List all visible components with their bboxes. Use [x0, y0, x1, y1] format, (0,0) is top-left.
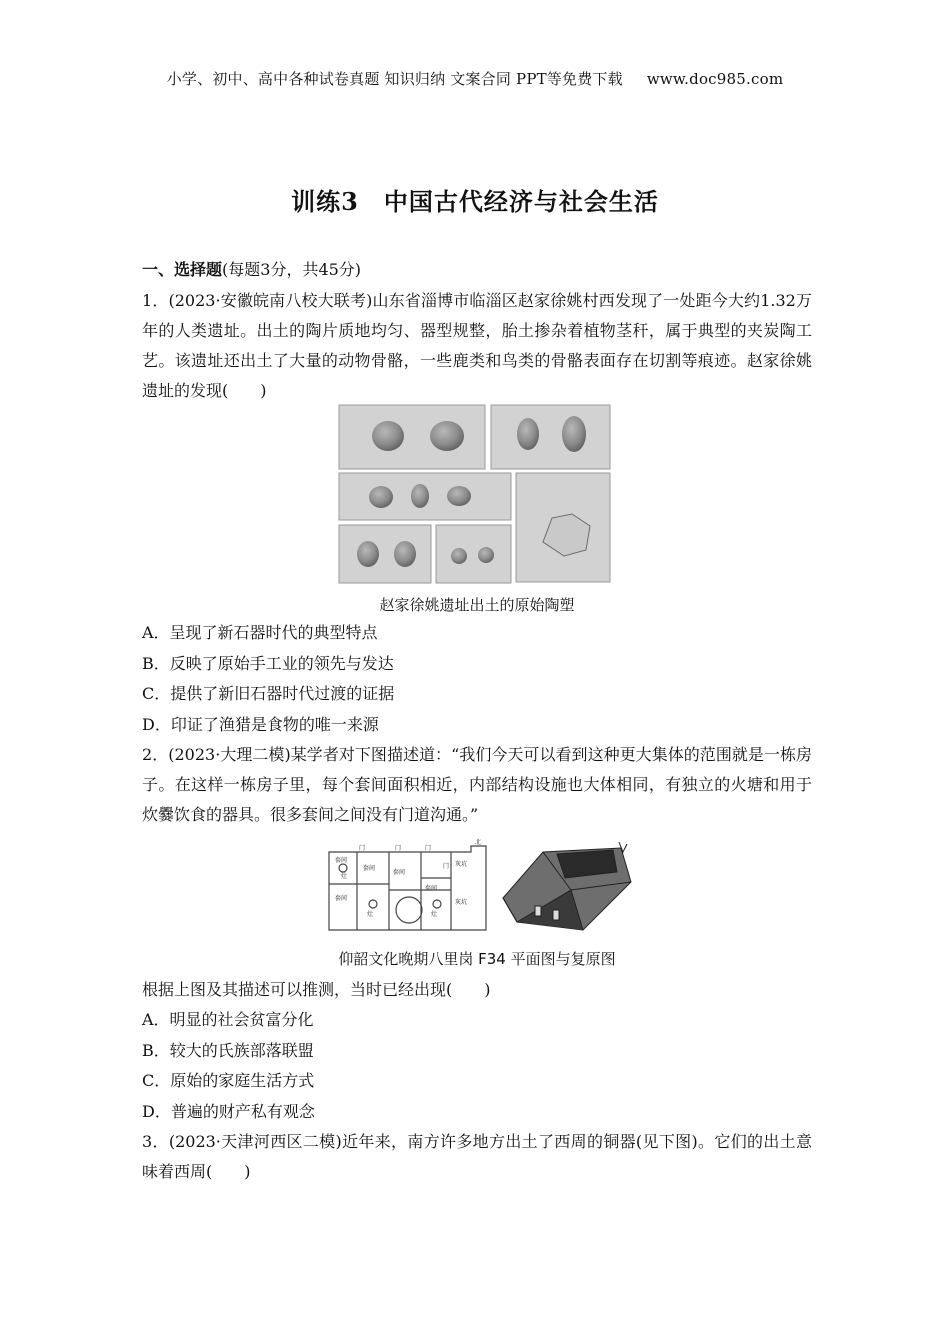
- plan-label-stove-2: 灶: [341, 873, 348, 880]
- question-3-stem: [142, 1127, 812, 1187]
- question-3-text: 近年来，南方许多地方出土了西周的铜器(见下图)。它们的出土意味着西周( ): [142, 1132, 812, 1181]
- question-1-figure-caption: 赵家徐姚遗址出土的原始陶塑: [379, 596, 575, 614]
- page-header: [0, 68, 950, 89]
- question-3-number: 3．: [142, 1132, 169, 1151]
- question-1-option-c[interactable]: C．提供了新旧石器时代过渡的证据: [142, 684, 395, 703]
- header-site-link[interactable]: www.doc985.com: [646, 70, 784, 88]
- question-3-source: (2023·天津河西区二模): [168, 1132, 342, 1151]
- question-1-option-a[interactable]: A．呈现了新石器时代的典型特点: [142, 623, 378, 642]
- section-heading-note: (每题3分，共45分): [222, 260, 362, 279]
- plan-label-door-2: 门: [395, 845, 402, 852]
- question-1-number: 1．: [142, 291, 169, 310]
- question-2-source: (2023·大理二模): [168, 745, 291, 764]
- section-heading: [142, 255, 812, 285]
- plan-label-suite-2: 套间: [363, 865, 376, 872]
- question-2-options: [142, 1005, 812, 1127]
- plan-label-suite-4: 套间: [393, 869, 406, 876]
- plan-label-suite-1: 套间: [335, 857, 348, 864]
- question-1-options: [142, 618, 812, 740]
- question-1-option-d[interactable]: D．印证了渔猎是食物的唯一来源: [142, 714, 379, 734]
- plan-label-stove-3: 灶: [431, 911, 438, 918]
- plan-label-door-1: 门: [359, 845, 366, 852]
- pottery-figure-image: [338, 404, 612, 584]
- plan-label-stove-1: 灶: [367, 911, 374, 918]
- question-2-stem: [142, 740, 812, 830]
- plan-label-north: 北: [475, 839, 482, 846]
- question-2-number: 2．: [142, 745, 169, 764]
- question-2-follow-up: 根据上图及其描述可以推测，当时已经出现( ): [142, 980, 491, 999]
- question-2-option-c[interactable]: C．原始的家庭生活方式: [142, 1071, 315, 1090]
- section-heading-label: 一、选择题: [142, 260, 223, 279]
- question-2-option-a[interactable]: A．明显的社会贫富分化: [142, 1010, 314, 1029]
- plan-label-ash-pit-1: 灰坑: [455, 861, 468, 868]
- question-2-text: 某学者对下图描述道：“我们今天可以看到这种更大集体的范围就是一栋房子。在这样一栋房子里，每个套间面积相近，内部结构设施也大体相同，有独立的火塘和用于炊爨饮食的器具。很多套间之间没有门道沟通。”: [142, 745, 812, 824]
- question-2-option-d[interactable]: D．普遍的财产私有观念: [142, 1101, 315, 1121]
- plan-label-ash-pit-2: 灰坑: [455, 899, 468, 906]
- question-1-option-b[interactable]: B．反映了原始手工业的领先与发达: [142, 653, 394, 673]
- house-plan-figure-image: [321, 838, 637, 938]
- question-1-text: 山东省淄博市临淄区赵家徐姚村西发现了一处距今大约1.32万年的人类遗址。出土的陶片质地均匀、器型规整，胎土掺杂着植物茎秆，属于典型的夹炭陶工艺。该遗址还出土了大量的动物骨骼，一些鹿类和鸟类的骨骼表面存在切割等痕迹。赵家徐姚遗址的发现( ): [142, 291, 812, 400]
- plan-label-suite-5: 套间: [425, 885, 438, 892]
- plan-label-door-4: 门: [443, 863, 450, 870]
- question-2-option-b[interactable]: B．较大的氏族部落联盟: [142, 1040, 314, 1060]
- plan-label-door-3: 门: [425, 845, 432, 852]
- question-1-stem: [142, 286, 812, 406]
- header-text: 小学、初中、高中各种试卷真题 知识归纳 文案合同 PPT等免费下载: [166, 70, 623, 88]
- plan-label-suite-3: 套间: [335, 895, 348, 902]
- page-title: 训练3 中国古代经济与社会生活: [291, 187, 659, 216]
- question-1-source: (2023·安徽皖南八校大联考): [168, 291, 373, 310]
- question-2-figure-caption: 仰韶文化晚期八里岗 F34 平面图与复原图: [338, 950, 616, 968]
